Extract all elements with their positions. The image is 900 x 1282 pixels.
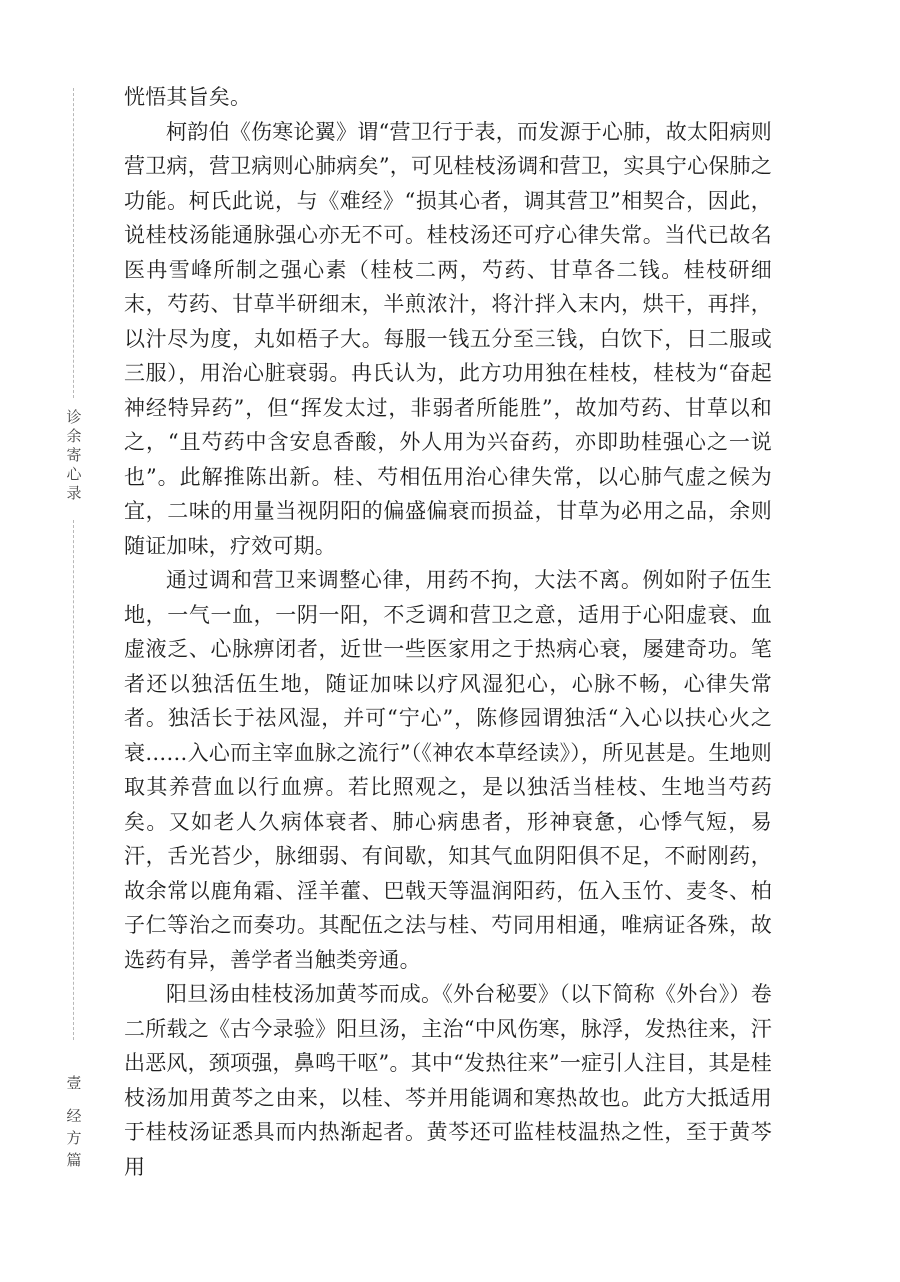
margin-rule-top [73, 88, 74, 398]
body-text [124, 80, 772, 1184]
paragraph: 通过调和营卫来调整心律，用药不拘，大法不离。例如附子伍生地，一气一血，一阴一阳，不乏调和营卫之意，适用于心阳虚衰、血虚液乏、心脉痹闭者，近世一些医家用之于热病心衰，屡建奇功。笔者还以独活伍生地，随证加味以疗风湿犯心，心脉不畅，心律失常者。独活长于祛风湿，并可“宁心”，陈修园谓独活“入心以扶心火之衰……入心而主宰血脉之流行”（《神农本草经读》），所见甚是。生地则取其养营血以行血痹。若比照观之，是以独活当桂枝、生地当芍药矣。又如老人久病体衰者、肺心病患者，形神衰惫，心悸气短，易汗，舌光苔少，脉细弱、有间歇，知其气血阴阳俱不足，不耐刚药，故余常以鹿角霜、淫羊藿、巴戟天等温润阳药，伍入玉竹、麦冬、柏子仁等治之而奏功。其配伍之法与桂、芍同用相通，唯病证各殊，故选药有异，善学者当触类旁通。 [124, 568, 772, 972]
paragraph: 阳旦汤由桂枝汤加黄芩而成。《外台秘要》（以下简称《外台》）卷二所载之《古今录验》阳旦汤，主治“中风伤寒，脉浮，发热往来，汗出恶风，颈项强，鼻鸣干呕”。其中“发热往来”一症引人注目，其是桂枝汤加用黄芩之由来，以桂、芩并用能调和寒热故也。此方大抵适用于桂枝汤证悉具而内热渐起者。黄芩还可监桂枝温热之性，至于黄芩用 [124, 982, 772, 1179]
running-section-title: 经方篇 [66, 1107, 82, 1169]
running-book-title: 诊余寄心录 [66, 408, 82, 502]
paragraph: 柯韵伯《伤寒论翼》谓“营卫行于表，而发源于心肺，故太阳病则营卫病，营卫病则心肺病矣”，可见桂枝汤调和营卫，实具宁心保肺之功能。柯氏此说，与《难经》“损其心者，调其营卫”相契合，因此，说桂枝汤能通脉强心亦无不可。桂枝汤还可疗心律失常。当代已故名医冉雪峰所制之强心素（桂枝二两，芍药、甘草各二钱。桂枝研细末，芍药、甘草半研细末，半煎浓汁，将汁拌入末内，烘干，再拌，以汁尽为度，丸如梧子大。每服一钱五分至三钱，白饮下，日二服或三服），用治心脏衰弱。冉氏认为，此方功用独在桂枝，桂枝为“奋起神经特异药”，但“挥发太过，非弱者所能胜”，故加芍药、甘草以和之，“且芍药中含安息香酸，外人用为兴奋药，亦即助桂强心之一说也”。此解推陈出新。桂、芍相伍用治心律失常，以心肺气虚之候为宜，二味的用量当视阴阳的偏盛偏衰而损益，甘草为必用之品，余则随证加味，疗效可期。 [124, 119, 772, 558]
margin-rule-bottom [73, 520, 74, 1040]
paragraph-continued: 恍悟其旨矣。 [124, 85, 252, 109]
page-number: 壹 [66, 1074, 82, 1092]
